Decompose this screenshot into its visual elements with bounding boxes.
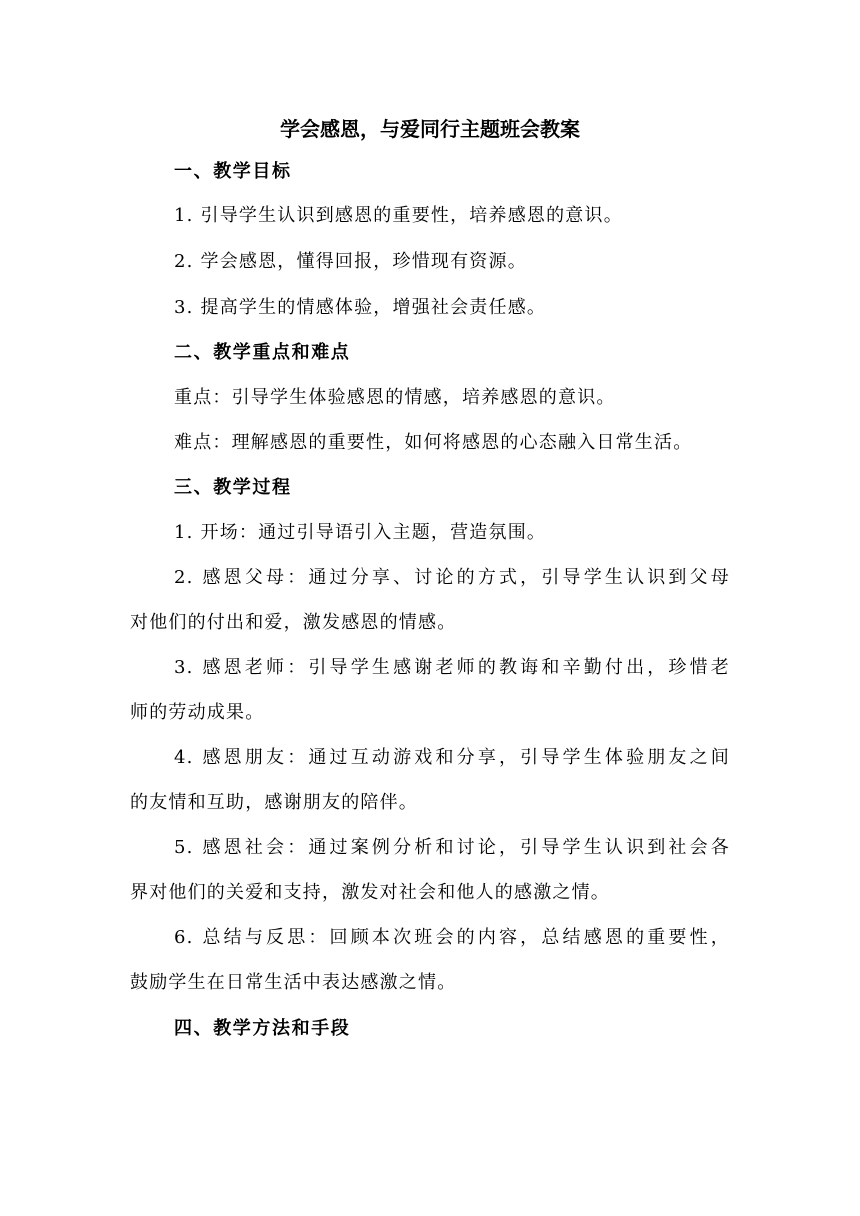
paragraph-line: 重点：引导学生体验感恩的情感，培养感恩的意识。 bbox=[174, 387, 616, 408]
paragraph-line: 的友情和互助，感谢朋友的陪伴。 bbox=[130, 792, 418, 813]
section-heading: 四、教学方法和手段 bbox=[174, 1018, 351, 1039]
paragraph-line: 5. 感恩社会：通过案例分析和讨论，引导学生认识到社会各 bbox=[174, 837, 730, 858]
paragraph-line: 对他们的付出和爱，激发感恩的情感。 bbox=[130, 612, 457, 633]
paragraph-line: 6. 总结与反思：回顾本次班会的内容，总结感恩的重要性， bbox=[174, 927, 730, 948]
paragraph-line: 3. 感恩老师：引导学生感谢老师的教诲和辛勤付出，珍惜老 bbox=[174, 657, 730, 678]
paragraph-line: 难点：理解感恩的重要性，如何将感恩的心态融入日常生活。 bbox=[174, 432, 693, 453]
paragraph-line: 1. 引导学生认识到感恩的重要性，培养感恩的意识。 bbox=[174, 205, 623, 226]
paragraph-line: 2. 感恩父母：通过分享、讨论的方式，引导学生认识到父母 bbox=[174, 567, 730, 588]
paragraph-line: 1. 开场：通过引导语引入主题，营造氛围。 bbox=[174, 522, 547, 543]
paragraph-line: 2. 学会感恩，懂得回报，珍惜现有资源。 bbox=[174, 251, 527, 272]
paragraph-line: 师的劳动成果。 bbox=[130, 702, 265, 723]
section-heading: 一、教学目标 bbox=[174, 161, 292, 182]
section-heading: 二、教学重点和难点 bbox=[174, 342, 351, 363]
page-title: 学会感恩，与爱同行主题班会教案 bbox=[280, 117, 580, 141]
paragraph-line: 4. 感恩朋友：通过互动游戏和分享，引导学生体验朋友之间 bbox=[174, 747, 730, 768]
paragraph-line: 鼓励学生在日常生活中表达感激之情。 bbox=[130, 972, 457, 993]
paragraph-line: 界对他们的关爱和支持，激发对社会和他人的感激之情。 bbox=[130, 882, 610, 903]
section-heading: 三、教学过程 bbox=[174, 477, 292, 498]
paragraph-line: 3. 提高学生的情感体验，增强社会责任感。 bbox=[174, 297, 547, 318]
